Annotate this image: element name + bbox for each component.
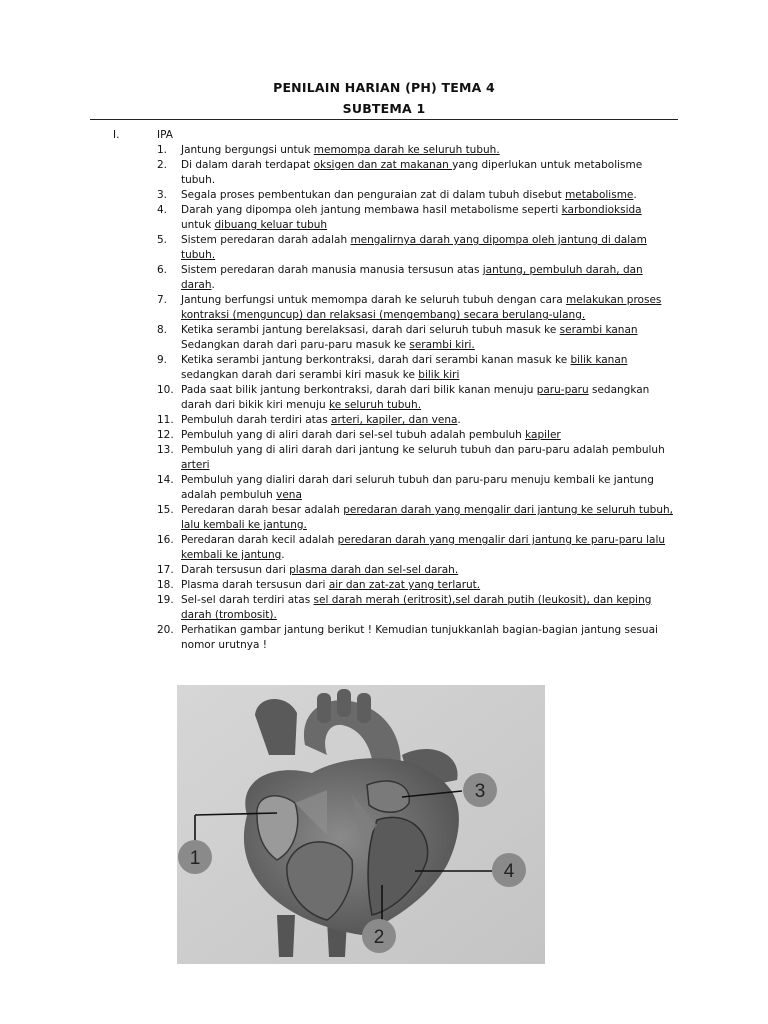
question-fragment: Sel-sel darah terdiri atas bbox=[181, 594, 314, 606]
question-fragment: . bbox=[211, 279, 215, 291]
question-fragment: Segala proses pembentukan dan penguraian zat di dalam tubuh disebut bbox=[181, 189, 566, 201]
question-number: 16. bbox=[157, 534, 174, 546]
heart-diagram bbox=[177, 685, 545, 964]
question-fragment: Jantung bergungsi untuk bbox=[181, 144, 314, 156]
answer-text: metabolisme bbox=[565, 189, 634, 201]
question-text bbox=[181, 428, 675, 443]
page-title: PENILAIN HARIAN (PH) TEMA 4 bbox=[273, 80, 495, 95]
question-number: 6. bbox=[157, 264, 168, 276]
question-item bbox=[0, 563, 768, 578]
callout-label-2: 2 bbox=[373, 927, 385, 948]
answer-text: peredaran darah yang mengalir dari jantung ke seluruh tubuh, lalu kembali ke jantung. bbox=[181, 504, 673, 531]
question-item bbox=[0, 578, 768, 593]
question-fragment: Pembuluh yang dialiri darah dari seluruh tubuh dan paru-paru menuju kembali ke jantung adalah pembuluh bbox=[181, 474, 654, 501]
question-number: 14. bbox=[157, 474, 174, 486]
question-fragment: . bbox=[281, 549, 285, 561]
answer-text: sel darah merah (eritrosit),sel darah putih (leukosit), dan keping darah (trombosit). bbox=[181, 594, 652, 621]
question-item bbox=[0, 203, 768, 233]
question-text bbox=[181, 323, 675, 353]
question-item bbox=[0, 473, 768, 503]
question-fragment: Pembuluh darah terdiri atas bbox=[181, 414, 332, 426]
question-text bbox=[181, 593, 675, 623]
question-number: 18. bbox=[157, 579, 174, 591]
callout-label-1: 1 bbox=[189, 848, 201, 869]
answer-text: karbondioksida bbox=[561, 204, 642, 216]
question-fragment: Ketika serambi jantung berelaksasi, darah dari seluruh tubuh masuk ke bbox=[181, 324, 560, 336]
answer-text: oksigen dan zat makanan bbox=[313, 159, 453, 171]
question-item bbox=[0, 503, 768, 533]
question-fragment: Sistem peredaran darah adalah bbox=[181, 234, 351, 246]
question-number: 13. bbox=[157, 444, 174, 456]
question-number: 4. bbox=[157, 204, 168, 216]
question-fragment: untuk bbox=[181, 219, 215, 231]
question-text bbox=[181, 158, 675, 188]
answer-text: jantung, pembuluh darah, dan darah bbox=[181, 264, 643, 291]
question-item bbox=[0, 533, 768, 563]
answer-text: memompa darah ke seluruh tubuh. bbox=[313, 144, 500, 156]
answer-text: melakukan proses kontraksi (menguncup) dan relaksasi (mengembang) secara berulang-ulang. bbox=[181, 294, 662, 321]
question-fragment: Sistem peredaran darah manusia manusia tersusun atas bbox=[181, 264, 483, 276]
section-title: IPA bbox=[157, 129, 173, 141]
question-fragment: Peredaran darah kecil adalah bbox=[181, 534, 338, 546]
question-text bbox=[181, 533, 675, 563]
question-number: 10. bbox=[157, 384, 174, 396]
answer-text: air dan zat-zat yang terlarut. bbox=[328, 579, 481, 591]
question-number: 11. bbox=[157, 414, 174, 426]
question-number: 17. bbox=[157, 564, 174, 576]
question-text bbox=[181, 503, 675, 533]
question-fragment: . bbox=[457, 414, 461, 426]
callout-1 bbox=[178, 840, 212, 874]
question-item bbox=[0, 428, 768, 443]
question-fragment: Peredaran darah besar adalah bbox=[181, 504, 344, 516]
answer-text: dibuang keluar tubuh bbox=[214, 219, 328, 231]
question-fragment: yang diperlukan untuk metabolisme tubuh. bbox=[181, 159, 643, 186]
question-text bbox=[181, 443, 675, 473]
question-fragment: Darah yang dipompa oleh jantung membawa hasil metabolisme seperti bbox=[181, 204, 562, 216]
question-text bbox=[181, 563, 675, 578]
question-number: 12. bbox=[157, 429, 174, 441]
question-number: 15. bbox=[157, 504, 174, 516]
answer-text: ke seluruh tubuh. bbox=[329, 399, 422, 411]
question-fragment: Plasma darah tersusun dari bbox=[181, 579, 329, 591]
question-number: 19. bbox=[157, 594, 174, 606]
question-item bbox=[0, 413, 768, 428]
answer-text: bilik kiri bbox=[418, 369, 460, 381]
question-number: 7. bbox=[157, 294, 168, 306]
answer-text: serambi kiri. bbox=[409, 339, 475, 351]
callout-label-4: 4 bbox=[503, 861, 515, 882]
question-text bbox=[181, 353, 675, 383]
question-fragment: sedangkan darah dari bikik kiri menuju bbox=[181, 384, 650, 411]
answer-text: kapiler bbox=[525, 429, 561, 441]
question-text bbox=[181, 623, 675, 653]
question-item bbox=[0, 158, 768, 188]
question-text bbox=[181, 293, 675, 323]
callout-label-3: 3 bbox=[474, 781, 486, 802]
answer-text: arteri bbox=[181, 459, 210, 471]
question-item bbox=[0, 293, 768, 323]
question-text bbox=[181, 383, 675, 413]
question-fragment: Perhatikan gambar jantung berikut ! Kemudian tunjukkanlah bagian-bagian jantung sesuai nomor urutnya ! bbox=[181, 624, 658, 651]
page-subtitle: SUBTEMA 1 bbox=[342, 101, 426, 116]
question-number: 9. bbox=[157, 354, 168, 366]
question-number: 3. bbox=[157, 189, 168, 201]
question-fragment: Ketika serambi jantung berkontraksi, darah dari serambi kanan masuk ke bbox=[181, 354, 571, 366]
question-item bbox=[0, 143, 768, 158]
callout-2 bbox=[362, 919, 396, 953]
answer-text: mengalirnya darah yang dipompa oleh jantung di dalam tubuh. bbox=[181, 234, 647, 261]
question-item bbox=[0, 383, 768, 413]
question-item bbox=[0, 623, 768, 653]
question-item bbox=[0, 263, 768, 293]
question-text bbox=[181, 263, 675, 293]
section-number: I. bbox=[113, 129, 120, 141]
answer-text: bilik kanan bbox=[570, 354, 628, 366]
question-fragment: Sedangkan darah dari paru-paru masuk ke bbox=[181, 339, 410, 351]
question-item bbox=[0, 188, 768, 203]
question-fragment: Pembuluh yang di aliri darah dari sel-sel tubuh adalah pembuluh bbox=[181, 429, 526, 441]
answer-text: arteri, kapiler, dan vena bbox=[331, 414, 458, 426]
question-item bbox=[0, 233, 768, 263]
answer-text: peredaran darah yang mengalir dari jantung ke paru-paru lalu kembali ke jantung bbox=[181, 534, 666, 561]
title-divider bbox=[90, 119, 678, 120]
question-fragment: Pada saat bilik jantung berkontraksi, darah dari bilik kanan menuju bbox=[181, 384, 537, 396]
question-fragment: Di dalam darah terdapat bbox=[181, 159, 314, 171]
question-fragment: . bbox=[633, 189, 637, 201]
question-item bbox=[0, 443, 768, 473]
question-number: 8. bbox=[157, 324, 168, 336]
callout-4 bbox=[492, 853, 526, 887]
question-number: 5. bbox=[157, 234, 168, 246]
question-text bbox=[181, 203, 675, 233]
question-fragment: Darah tersusun dari bbox=[181, 564, 290, 576]
answer-text: serambi kanan bbox=[559, 324, 638, 336]
callout-3 bbox=[463, 773, 497, 807]
question-text bbox=[181, 233, 675, 263]
question-item bbox=[0, 323, 768, 353]
question-fragment: Jantung berfungsi untuk memompa darah ke seluruh tubuh dengan cara bbox=[181, 294, 567, 306]
question-text bbox=[181, 143, 675, 158]
question-text bbox=[181, 473, 675, 503]
answer-text: vena bbox=[276, 489, 302, 501]
question-item bbox=[0, 593, 768, 623]
answer-text: paru-paru bbox=[536, 384, 589, 396]
question-text bbox=[181, 188, 675, 203]
question-number: 2. bbox=[157, 159, 168, 171]
question-item bbox=[0, 353, 768, 383]
question-number: 1. bbox=[157, 144, 168, 156]
question-fragment: Pembuluh yang di aliri darah dari jantung ke seluruh tubuh dan paru-paru adalah pembuluh bbox=[181, 444, 665, 456]
question-number: 20. bbox=[157, 624, 174, 636]
question-text bbox=[181, 413, 675, 428]
question-list bbox=[0, 143, 768, 653]
answer-text: plasma darah dan sel-sel darah. bbox=[289, 564, 459, 576]
question-text bbox=[181, 578, 675, 593]
question-fragment: sedangkan darah dari serambi kiri masuk ke bbox=[181, 369, 419, 381]
